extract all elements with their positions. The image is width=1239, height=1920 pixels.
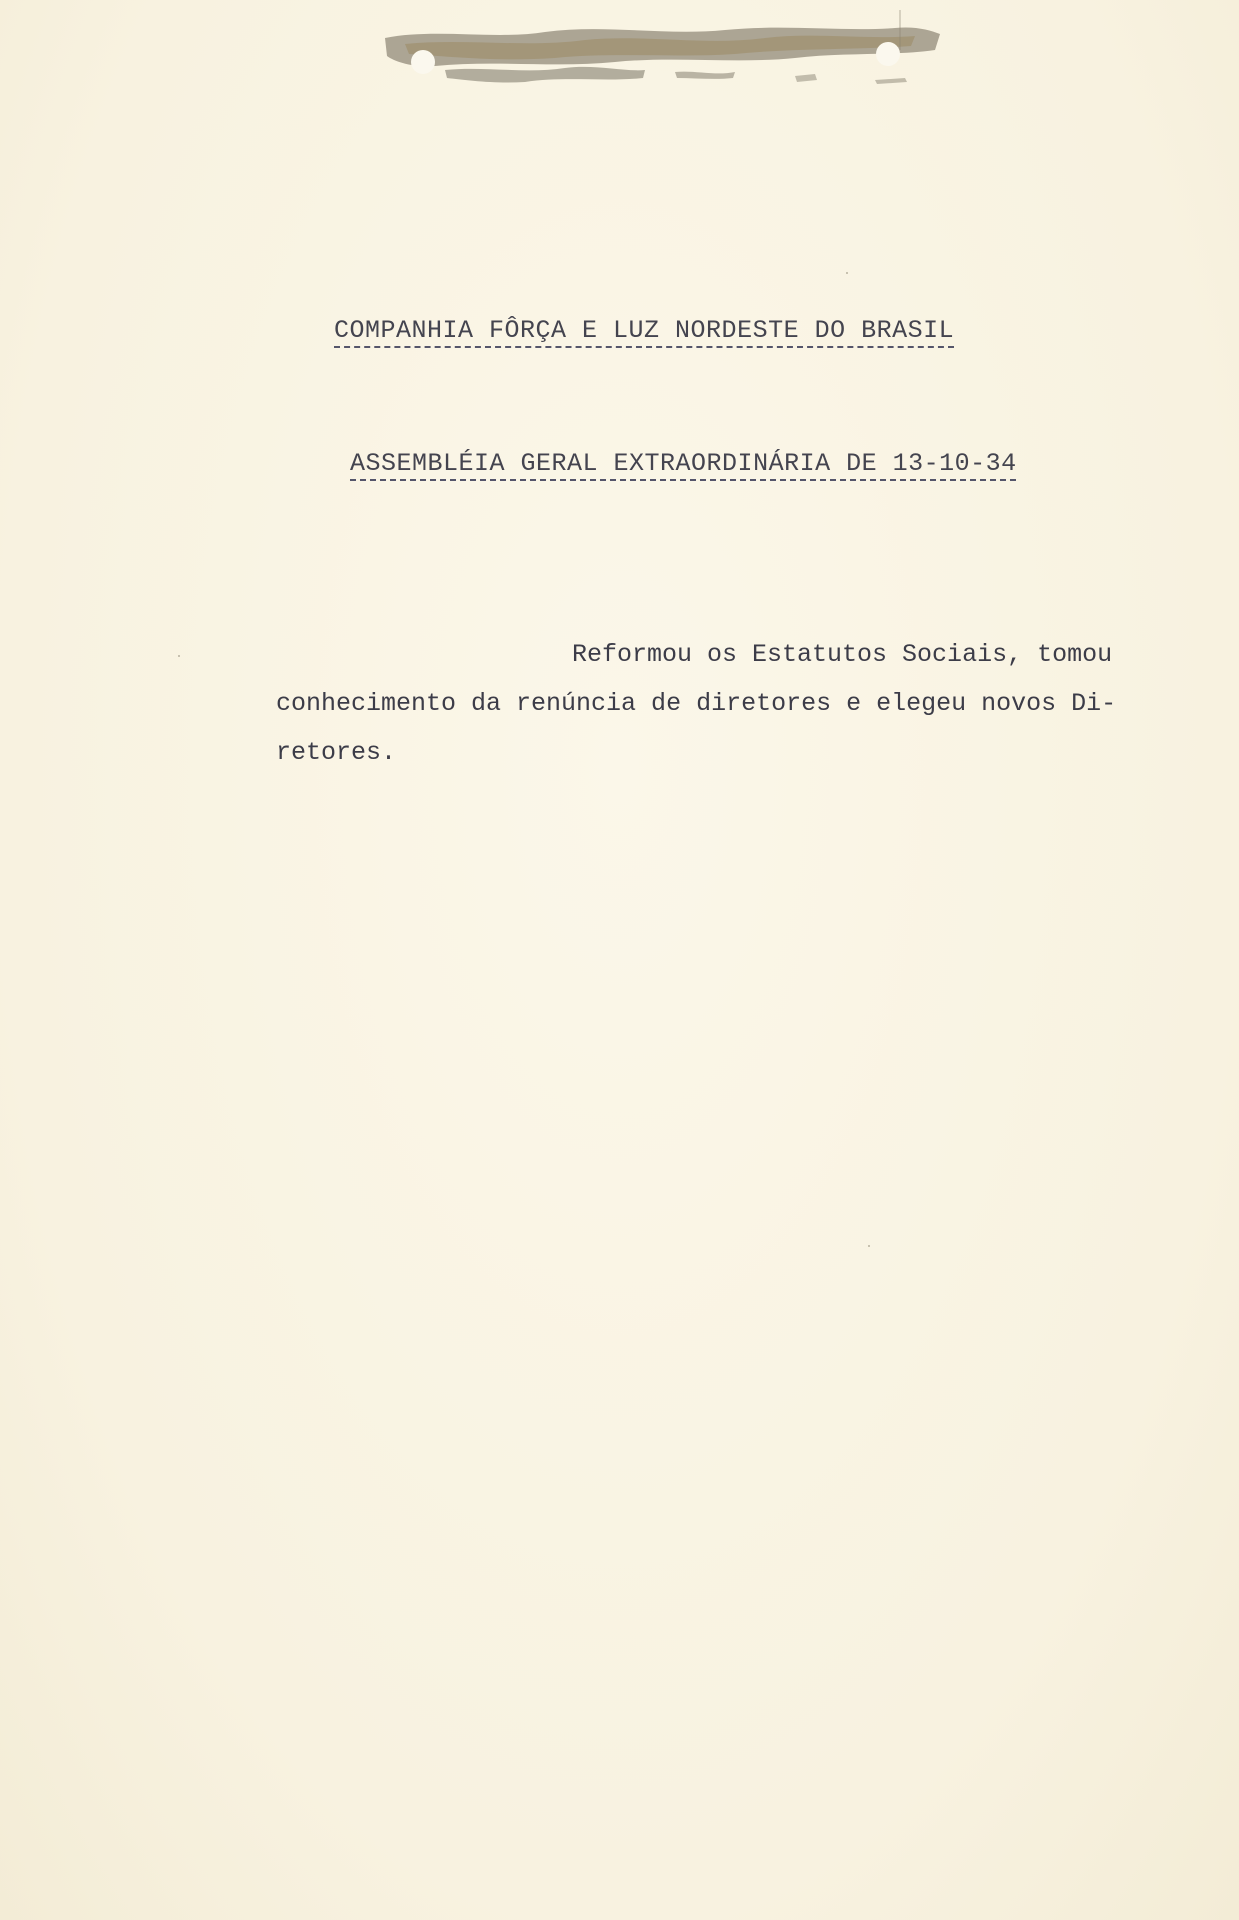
body-line-3: retores. bbox=[276, 738, 397, 767]
damaged-top-edge bbox=[375, 10, 945, 100]
body-line-2: conhecimento da renúncia de diretores e elegeu novos Di- bbox=[276, 689, 1117, 718]
body-line-1: Reformou os Estatutos Sociais, tomou bbox=[572, 640, 1113, 669]
paper-speck bbox=[868, 1245, 870, 1247]
page-subtitle: ASSEMBLÉIA GERAL EXTRAORDINÁRIA DE 13-10-34 bbox=[350, 449, 1017, 478]
paper-speck bbox=[178, 655, 180, 657]
page-title: COMPANHIA FÔRÇA E LUZ NORDESTE DO BRASIL bbox=[334, 316, 955, 345]
paper-speck bbox=[846, 272, 848, 274]
body-paragraph bbox=[276, 630, 1116, 777]
